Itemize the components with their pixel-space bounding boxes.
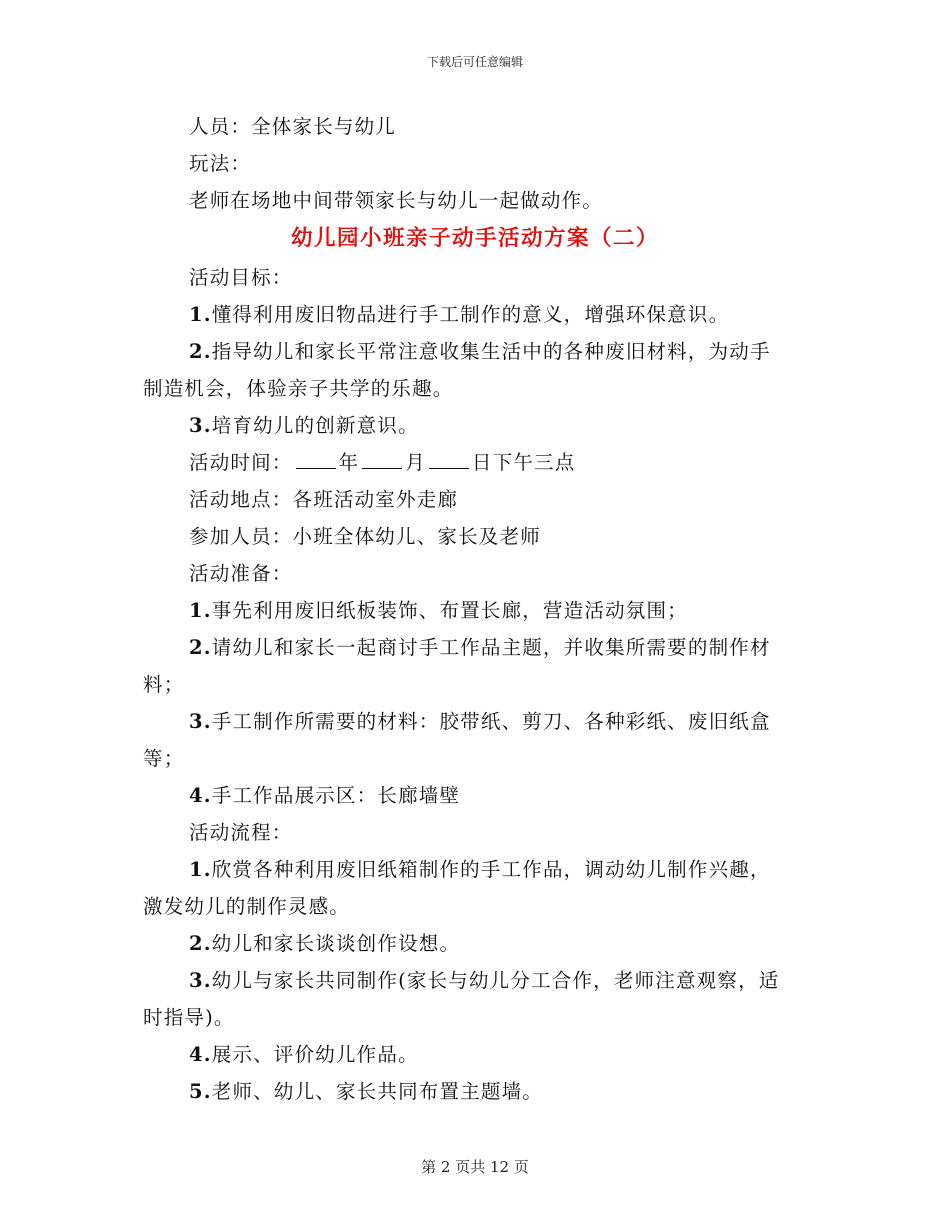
time-label: 活动时间： <box>189 451 293 474</box>
list-item <box>143 407 807 444</box>
blank-field <box>296 451 336 469</box>
list-number: 3. <box>189 414 212 437</box>
list-item <box>143 592 807 629</box>
list-text: 懂得利用废旧物品进行手工制作的意义，增强环保意识。 <box>211 303 730 326</box>
list-number: 4. <box>189 1043 212 1066</box>
time-year: 年 <box>338 451 360 474</box>
page-footer: 第 2 页共 12 页 <box>421 1158 529 1176</box>
list-text: 培育幼儿的创新意识。 <box>211 414 419 437</box>
list-number: 2. <box>189 636 212 659</box>
list-item <box>143 851 807 888</box>
list-number: 2. <box>189 932 212 955</box>
text-line: 老师在场地中间带领家长与幼儿一起做动作。 <box>189 189 604 212</box>
list-item <box>143 1073 807 1110</box>
list-number: 4. <box>189 784 212 807</box>
list-item <box>143 296 807 333</box>
list-number: 3. <box>189 969 212 992</box>
section-heading: 活动目标： <box>189 266 293 289</box>
list-item-continuation: 激发幼儿的制作灵感。 <box>143 895 351 918</box>
list-number: 1. <box>189 858 212 881</box>
list-item <box>143 962 807 999</box>
list-item <box>143 925 807 962</box>
blank-field <box>362 451 402 469</box>
list-item <box>143 1036 807 1073</box>
activity-time <box>143 444 807 481</box>
list-text: 事先利用废旧纸板装饰、布置长廊，营造活动氛围； <box>211 599 688 622</box>
activity-people: 参加人员：小班全体幼儿、家长及老师 <box>189 525 541 548</box>
list-text: 指导幼儿和家长平常注意收集生活中的各种废旧材料，为动手 <box>211 340 771 363</box>
list-item <box>143 333 807 370</box>
list-text: 展示、评价幼儿作品。 <box>211 1043 419 1066</box>
list-item-continuation: 料； <box>143 673 185 696</box>
section-heading: 活动准备： <box>189 562 293 585</box>
text-line: 人员：全体家长与幼儿 <box>189 115 397 138</box>
list-text: 手工作品展示区：长廊墙壁 <box>211 784 461 807</box>
list-item <box>143 777 807 814</box>
list-text: 幼儿与家长共同制作(家长与幼儿分工合作，老师注意观察，适 <box>211 969 780 992</box>
section-heading: 活动流程： <box>189 821 293 844</box>
list-item <box>143 629 807 666</box>
time-day: 日下午三点 <box>471 451 576 474</box>
list-item <box>143 703 807 740</box>
activity-place: 活动地点：各班活动室外走廊 <box>189 488 459 511</box>
list-item-continuation: 制造机会，体验亲子共学的乐趣。 <box>143 377 454 400</box>
list-number: 5. <box>189 1080 212 1103</box>
list-text: 欣赏各种利用废旧纸箱制作的手工作品，调动幼儿制作兴趣， <box>211 858 771 881</box>
list-number: 2. <box>189 340 212 363</box>
list-item-continuation: 等； <box>143 747 185 770</box>
list-text: 幼儿和家长谈谈创作设想。 <box>211 932 461 955</box>
section-title: 幼儿园小班亲子动手活动方案（二） <box>290 226 659 251</box>
list-text: 请幼儿和家长一起商讨手工作品主题，并收集所需要的制作材 <box>211 636 771 659</box>
time-month: 月 <box>405 451 426 474</box>
blank-field <box>429 451 469 469</box>
document-body <box>143 108 807 1110</box>
list-text: 手工制作所需要的材料：胶带纸、剪刀、各种彩纸、废旧纸盒 <box>211 710 771 733</box>
list-number: 1. <box>189 599 212 622</box>
page-header-note: 下载后可任意编辑 <box>426 55 523 69</box>
list-item-continuation: 时指导)。 <box>143 1006 235 1029</box>
list-number: 3. <box>189 710 212 733</box>
text-line: 玩法： <box>189 152 252 175</box>
list-number: 1. <box>189 303 212 326</box>
list-text: 老师、幼儿、家长共同布置主题墙。 <box>211 1080 543 1103</box>
